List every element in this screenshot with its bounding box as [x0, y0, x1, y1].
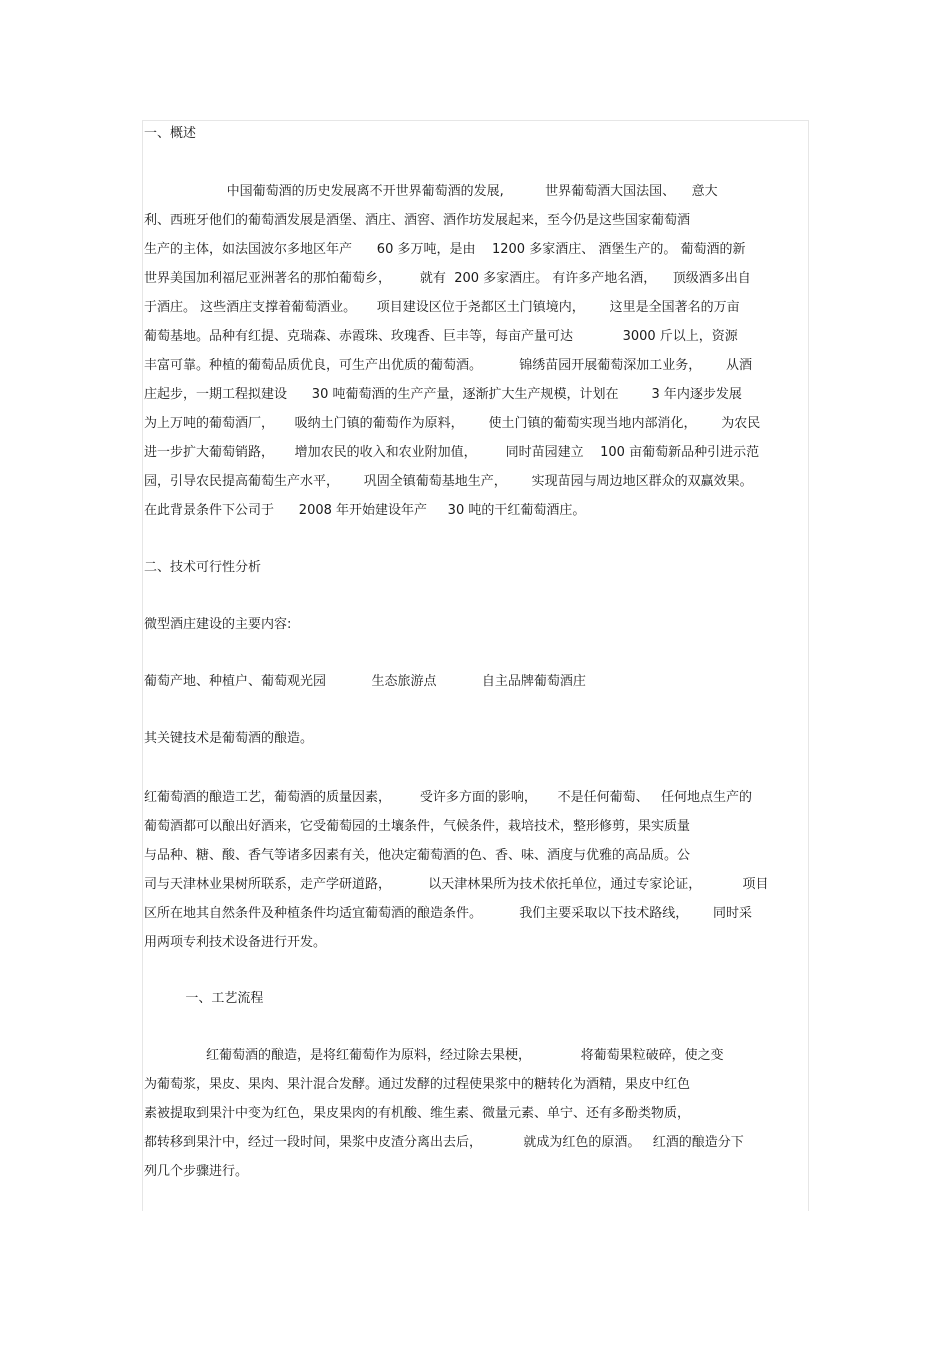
paragraph-line: 园，引导农民提高葡萄生产水平， 巩固全镇葡萄基地生产， 实现苗园与周边地区群众的双赢效果。: [144, 474, 753, 489]
content-items: 葡萄产地、种植户、葡萄观光园 生态旅游点 自主品牌葡萄酒庄: [144, 674, 586, 689]
paragraph-line: 丰富可靠。种植的葡萄品质优良，可生产出优质的葡萄酒。 锦绣苗园开展葡萄深加工业务， 从酒: [144, 358, 752, 373]
paragraph-line: 都转移到果汁中，经过一段时间，果浆中皮渣分离出去后， 就成为红色的原酒。 红酒的酿造分下: [144, 1135, 744, 1150]
paragraph-line: 世界美国加利福尼亚洲著名的那怕葡萄乡， 就有 200 多家酒庄。 有许多产地名酒， 顶级酒多出自: [144, 271, 751, 286]
paragraph-line: 生产的主体，如法国波尔多地区年产 60 多万吨，是由 1200 多家酒庄、 酒堡生产的。 葡萄酒的新: [144, 242, 746, 257]
paragraph-line: 与品种、糖、酸、香气等诸多因素有关，他决定葡萄酒的色、香、味、酒度与优雅的高品质。公: [144, 848, 691, 863]
section-heading-tech-feasibility: 二、技术可行性分析: [144, 560, 262, 575]
paragraph-line: 为上万吨的葡萄酒厂， 吸纳土门镇的葡萄作为原料， 使土门镇的葡萄实现当地内部消化， 为农民: [144, 416, 761, 431]
subsection-heading-process: 一、工艺流程: [144, 991, 264, 1006]
paragraph-line: 用两项专利技术设备进行开发。: [144, 935, 327, 950]
paragraph-line: 于酒庄。 这些酒庄支撑着葡萄酒业。 项目建设区位于尧都区土门镇境内， 这里是全国著名的万亩: [144, 300, 740, 315]
paragraph-line: 素被提取到果汁中变为红色，果皮果肉的有机酸、维生素、微量元素、单宁、还有多酚类物质，: [144, 1106, 691, 1121]
paragraph-line: 在此背景条件下公司于 2008 年开始建设年产 30 吨的干红葡萄酒庄。: [144, 503, 586, 518]
section-heading-overview: 一、概述: [144, 126, 197, 141]
paragraph-line: 红葡萄酒的酿造工艺，葡萄酒的质量因素， 受许多方面的影响， 不是任何葡萄、 任何地点生产的: [144, 790, 752, 805]
paragraph-line: 葡萄基地。品种有红提、克瑞森、赤霞珠、玫瑰香、巨丰等，每亩产量可达 3000 斤以上，资源: [144, 329, 738, 344]
paragraph-line: 区所在地其自然条件及种植条件均适宜葡萄酒的酿造条件。 我们主要采取以下技术路线， 同时采: [144, 906, 752, 921]
paragraph-line: 列几个步骤进行。: [144, 1164, 249, 1179]
paragraph-line: 司与天津林业果树所联系，走产学研道路， 以天津林果所为技术依托单位，通过专家论证， 项目: [144, 877, 769, 892]
paragraph-line: 利、西班牙他们的葡萄酒发展是酒堡、酒庄、酒窖、酒作坊发展起来，至今仍是这些国家葡萄酒: [144, 213, 691, 228]
paragraph-line: 进一步扩大葡萄销路， 增加农民的收入和农业附加值， 同时苗园建立 100 亩葡萄新品种引进示范: [144, 445, 760, 460]
main-content-label: 微型酒庄建设的主要内容:: [144, 617, 292, 632]
paragraph-line: 为葡萄浆，果皮、果肉、果汁混合发酵。通过发酵的过程使果浆中的糖转化为酒精，果皮中红色: [144, 1077, 691, 1092]
key-technology-line: 其关键技术是葡萄酒的酿造。: [144, 731, 314, 746]
paragraph-line: 中国葡萄酒的历史发展离不开世界葡萄酒的发展, 世界葡萄酒大国法国、 意大: [144, 184, 718, 199]
paragraph-line: 葡萄酒都可以酿出好酒来，它受葡萄园的土壤条件，气候条件，栽培技术，整形修剪，果实质量: [144, 819, 691, 834]
paragraph-line: 庄起步，一期工程拟建设 30 吨葡萄酒的生产产量，逐渐扩大生产规模，计划在 3 年内逐步发展: [144, 387, 742, 402]
paragraph-line: 红葡萄酒的酿造，是将红葡萄作为原料，经过除去果梗， 将葡萄果粒破碎，使之变: [144, 1048, 724, 1063]
